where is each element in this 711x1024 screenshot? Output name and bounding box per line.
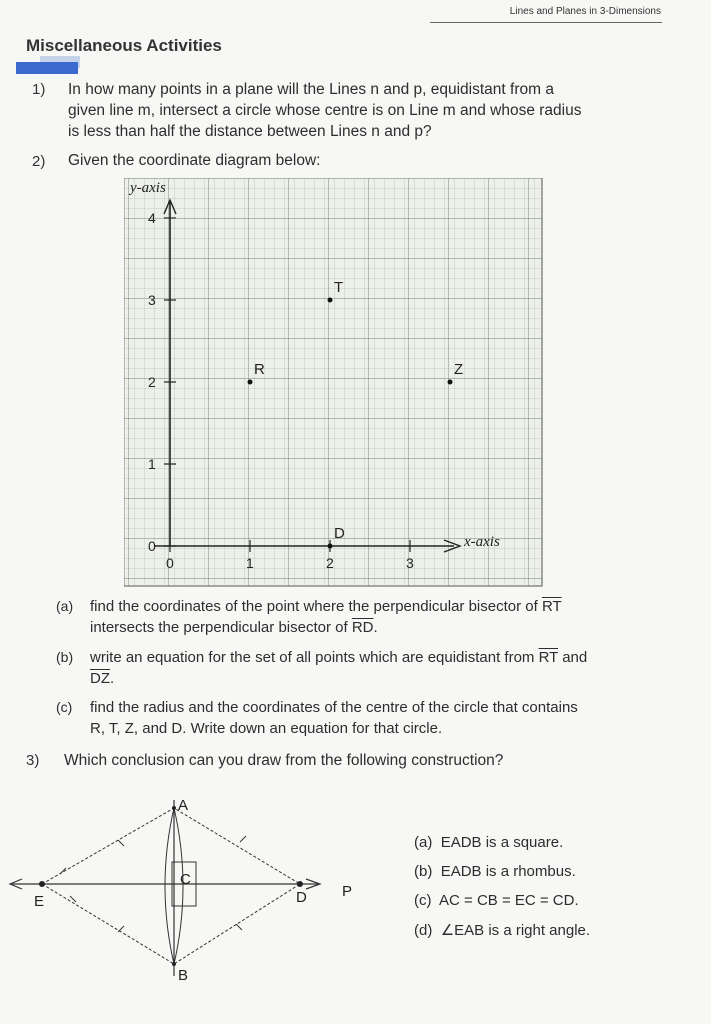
- point-label-r: R: [254, 361, 265, 378]
- tick-mark: [70, 896, 76, 902]
- label-c: C: [180, 871, 191, 888]
- tick-mark: [240, 836, 246, 842]
- segment-label: $\overline{RT}$: [538, 649, 559, 666]
- part-label: (b): [56, 649, 74, 665]
- question-1-line: is less than half the distance between Lines n and p?: [68, 123, 432, 140]
- part-label: (c): [56, 699, 73, 715]
- y-tick-label: 3: [148, 292, 156, 308]
- label-a: A: [178, 797, 189, 814]
- x-axis-label: x-axis: [464, 534, 500, 550]
- choice-text: AC = CB = EC = CD.: [439, 892, 579, 909]
- choice-b: [414, 863, 576, 880]
- label-p: P: [342, 883, 353, 900]
- part-text: write an equation for the set of all points which are equidistant from: [90, 649, 539, 666]
- question-2-prompt: Given the coordinate diagram below:: [68, 152, 321, 169]
- part-text: and: [558, 649, 588, 666]
- choice-text: EADB is a square.: [440, 834, 564, 851]
- point-a: [172, 806, 176, 810]
- point-t: [328, 298, 333, 303]
- point-b: [172, 962, 176, 966]
- point-r: [248, 380, 253, 385]
- part-text: .: [373, 619, 378, 636]
- construction-figure: [0, 790, 380, 1000]
- choice-label: (b): [414, 863, 433, 880]
- part-text: find the coordinates of the point where the perpendicular bisector of: [90, 598, 542, 615]
- question-2-part-b: [56, 647, 666, 689]
- question-3-number: 3): [26, 752, 40, 769]
- part-text: intersects the perpendicular bisector of: [90, 619, 352, 636]
- x-tick-label: 3: [406, 555, 414, 571]
- x-tick-label: 2: [326, 555, 334, 571]
- label-b: B: [178, 967, 189, 984]
- part-text: R, T, Z, and D. Write down an equation for that circle.: [90, 720, 443, 737]
- question-1-number: 1): [32, 81, 46, 98]
- question-3-prompt: Which conclusion can you draw from the following construction?: [64, 752, 504, 769]
- chapter-header: Lines and Planes in 3-Dimensions: [509, 6, 661, 17]
- part-text: find the radius and the coordinates of the centre of the circle that contains: [90, 699, 578, 716]
- point-d: [297, 881, 303, 887]
- choice-a: [414, 834, 563, 851]
- choice-c: [414, 892, 579, 909]
- y-axis-label: y-axis: [130, 180, 166, 196]
- accent-bar: [16, 62, 78, 74]
- label-d: D: [296, 889, 307, 906]
- choice-label: (a): [414, 834, 433, 851]
- tick-mark: [118, 926, 124, 932]
- question-1-line: In how many points in a plane will the Lines n and p, equidistant from a: [68, 81, 554, 98]
- tick-mark: [118, 840, 124, 846]
- tick-mark: [236, 924, 242, 930]
- segment-label: $\overline{DZ}$: [90, 670, 110, 687]
- question-2-part-c: [56, 697, 666, 739]
- question-2-part-a: [56, 596, 666, 638]
- point-label-d: D: [334, 525, 345, 542]
- question-1-text: [68, 79, 581, 142]
- point-label-t: T: [334, 279, 344, 296]
- choice-label: (c): [414, 892, 432, 909]
- part-text: .: [110, 670, 115, 687]
- x-tick-label: 1: [246, 555, 254, 571]
- segment-label: $\overline{RD}$: [351, 619, 374, 636]
- x-tick-label: 0: [166, 555, 174, 571]
- y-tick-label: 1: [148, 456, 156, 472]
- question-2-number: 2): [32, 153, 46, 170]
- part-label: (a): [56, 598, 74, 614]
- point-label-z: Z: [454, 361, 464, 378]
- coordinate-diagram: [124, 178, 544, 588]
- header-rule: [430, 22, 662, 23]
- y-tick-label: 4: [148, 210, 156, 226]
- choice-text: EADB is a rhombus.: [440, 863, 576, 880]
- y-tick-label: 2: [148, 374, 156, 390]
- point-z: [448, 380, 453, 385]
- segment-label: $\overline{RT}$: [541, 598, 562, 615]
- question-1-line: given line m, intersect a circle whose centre is on Line m and whose radius: [68, 102, 582, 119]
- arc-left: [165, 808, 174, 964]
- choice-d: [414, 921, 590, 939]
- point-d: [328, 544, 333, 549]
- choice-label: (d): [414, 922, 433, 939]
- label-e: E: [34, 893, 45, 910]
- choice-text: ∠EAB is a right angle.: [440, 922, 591, 939]
- section-title: Miscellaneous Activities: [26, 36, 222, 55]
- rhombus-eadb: [42, 808, 300, 964]
- y-tick-label: 0: [148, 538, 156, 554]
- point-e: [39, 881, 45, 887]
